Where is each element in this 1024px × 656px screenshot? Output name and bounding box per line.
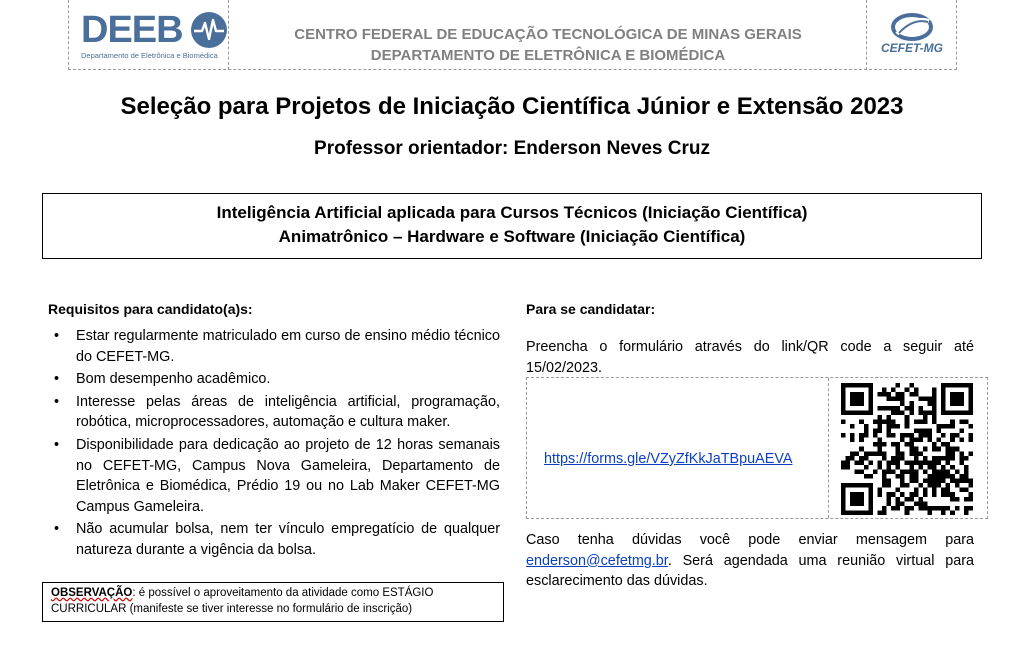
bullet-icon: • [54,436,60,453]
bullet-icon: • [54,521,60,538]
bullet-icon: • [54,371,60,388]
project-title-2: Animatrônico – Hardware e Software (Iniciação Científica) [278,227,746,246]
link-cell [527,378,829,518]
list-item: • Bom desempenho acadêmico. [48,369,500,390]
requirements-title: Requisitos para candidato(a)s: [48,301,253,317]
cefet-logo [866,0,956,70]
advisor-name: Professor orientador: Enderson Neves Cruz [314,138,710,159]
list-item: • Interesse pelas áreas de inteligência artificial, programação, robótica, microprocessadores, automação e cultura maker. [54,393,500,431]
requirements-list [48,326,500,563]
list-item: • Estar regularmente matriculado em curso de ensino médio técnico do CEFET-MG. [54,328,500,365]
institution-line-1: CENTRO FEDERAL DE EDUCAÇÃO TECNOLÓGICA DE MINAS GERAIS [294,26,802,43]
cefet-swoosh-icon [889,12,935,42]
apply-title: Para se candidatar: [526,301,656,317]
apply-instructions: Preencha o formulário através do link/QR code a seguir até 15/02/2023. [526,339,974,376]
institution-name [229,0,867,70]
deeb-logo-text: DEEB [81,9,183,51]
cefet-logo-text: CEFET-MG [881,41,943,55]
qr-code-icon[interactable] [841,383,973,515]
list-item: • Disponibilidade para dedicação ao projeto de 12 horas semanais no CEFET-MG, Campus Nova Gameleira, Departamento de Eletrônica e Biomédica, Prédio 19 ou no Lab Maker CEFET-MG Campus Gameleira. [54,436,500,515]
list-item: • Não acumular bolsa, nem ter vínculo empregatício de qualquer natureza durante a vigência da bolsa. [54,521,500,558]
deeb-logo [69,0,229,70]
contact-text: Caso tenha dúvidas você pode enviar mensagem para enderson@cefetmg.br. Será agendada uma reunião virtual para esclarecimento das dúvidas. [526,532,974,590]
document-header [68,0,957,70]
link-table [526,377,988,519]
deeb-logo-subtitle: Departamento de Eletrônica e Biomédica [81,51,218,60]
contact-email-link[interactable]: enderson@cefetmg.br [526,552,668,569]
observation-box [42,582,504,622]
bullet-icon: • [54,328,60,344]
observation-label: OBSERVAÇÃO [51,587,133,599]
page-title: Seleção para Projetos de Iniciação Científica Júnior e Extensão 2023 [120,93,904,120]
projects-box [42,193,982,259]
form-link[interactable]: https://forms.gle/VZyZfKkJaTBpuAEVA [544,451,793,467]
heartbeat-icon [191,12,227,48]
observation-text: : é possível o aproveitamento da atividade como ESTÁGIO CURRICULAR (manifeste se tiver interesse no formulário de inscrição) [51,587,434,615]
project-title-1: Inteligência Artificial aplicada para Cursos Técnicos (Iniciação Científica) [216,203,808,222]
bullet-icon: • [54,393,60,410]
institution-line-2: DEPARTAMENTO DE ELETRÔNICA E BIOMÉDICA [370,47,726,64]
